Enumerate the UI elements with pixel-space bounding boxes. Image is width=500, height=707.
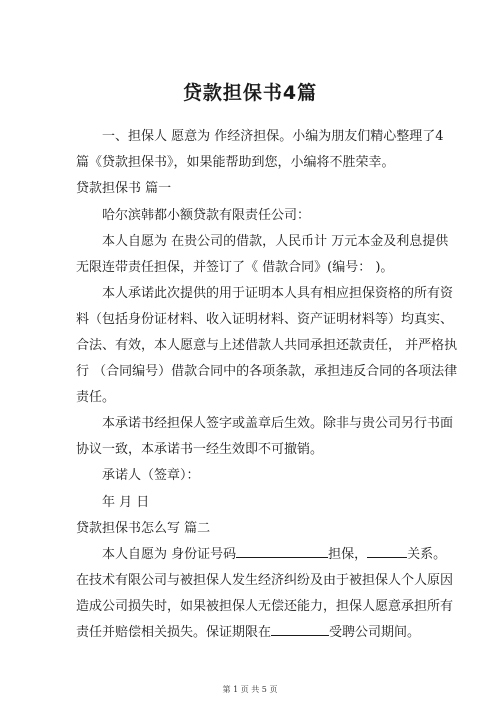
text-line: 在技术有限公司与被担保人发生经济纠纷及由于被担保人个人原因 [76, 573, 454, 588]
text-line: 本人承诺此次提供的用于证明本人具有相应担保资格的所有资 [76, 286, 454, 301]
text-segment: 关系。 [407, 547, 447, 562]
text-segment: 本人自愿为 身份证号码 [76, 547, 237, 562]
text-line: 协议一致，本承诺书一经生效即不可撤销。 [76, 442, 324, 457]
text-line [76, 620, 432, 646]
text-line [76, 542, 447, 568]
paragraph-part2 [76, 542, 454, 646]
blank-guarantee-period [271, 620, 329, 636]
date-line [76, 490, 432, 516]
section-heading-1 [76, 176, 432, 202]
signer-line [76, 463, 432, 489]
intro-paragraph [76, 124, 444, 176]
text-line: 本人自愿为 在贵公司的借款，人民币计 万元本金及利息提供 [76, 234, 449, 249]
recipient-text: 哈尔滨韩都小额贷款有限责任公司： [76, 208, 311, 223]
text-line: 责任。 [76, 390, 116, 405]
text-line: 本承诺书经担保人签字或盖章后生效。除非与贵公司另行书面 [76, 416, 454, 431]
text-line: 行 （合同编号）借款合同中的各项条款，承担违反合同的各项法律 [76, 364, 458, 379]
document-title: 贷款担保书4篇 [182, 82, 318, 104]
blank-id-number [236, 542, 328, 558]
text-line: 无限连带责任担保，并签订了《 借款合同》(编号： )。 [76, 260, 394, 275]
blank-relationship [367, 542, 407, 558]
section-heading-text: 贷款担保书 篇一 [76, 181, 172, 196]
text-line: 合法、有效，本人愿意与上述借款人共同承担还款责任， 并严格执 [76, 338, 458, 353]
text-segment: 受聘公司期间。 [329, 625, 421, 640]
text-line: 造成公司损失时，如果被担保人无偿还能力，担保人愿意承担所有 [76, 599, 454, 614]
text-line: 篇《贷款担保书》，如果能帮助到您，小编将不胜荣幸。 [76, 155, 395, 170]
signer-text: 承诺人（签章）： [76, 468, 200, 483]
page-footer: 第 1 页 共 5 页 [222, 685, 278, 694]
paragraph-commitment [76, 281, 458, 411]
paragraph-effectiveness [76, 411, 454, 463]
date-text: 年 月 日 [76, 495, 150, 510]
paragraph-guarantee-amount [76, 229, 449, 281]
recipient-line [76, 203, 432, 229]
text-line: 料（包括身份证材料、收入证明材料、资产证明材料等）均真实、 [76, 312, 454, 327]
text-segment: 担保， [328, 547, 368, 562]
text-line: 一、担保人 愿意为 作经济担保。小编为朋友们精心整理了4 [76, 129, 444, 144]
text-segment: 责任并赔偿相关损失。保证期限在 [76, 625, 272, 640]
section-heading-text: 贷款担保书怎么写 篇二 [76, 521, 211, 536]
section-heading-2 [76, 516, 432, 542]
